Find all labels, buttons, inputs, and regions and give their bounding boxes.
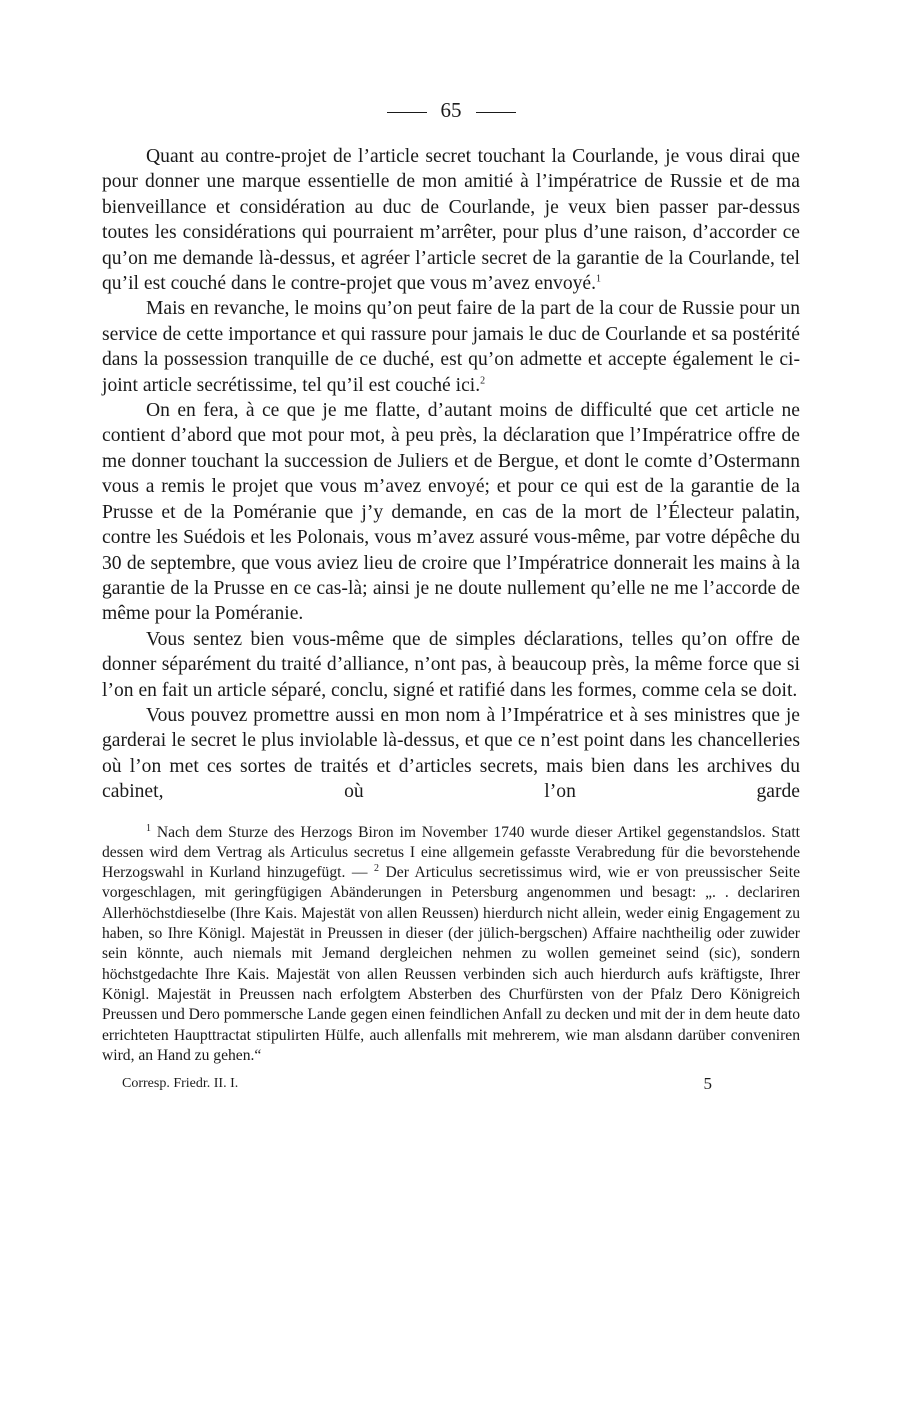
paragraph <box>102 703 800 805</box>
footnote <box>102 823 800 1067</box>
footnote-marker: 2 <box>480 375 486 387</box>
paragraph-text: Vous pouvez promettre aussi en mon nom à l’Impératrice et à ses ministres que je garderai le secret le plus inviolable là-dessus, et que ce n’est point dans les chancelleries où l’on met ces sortes de traités et d’articles secrets, mais bien dans les archives du cabinet, où l’on garde <box>102 704 800 803</box>
footnote-number: 2 <box>374 862 379 874</box>
body-text <box>102 144 800 805</box>
paragraph <box>102 296 800 398</box>
left-dash <box>387 112 427 113</box>
document-page <box>102 96 800 1094</box>
footnote-number: 1 <box>146 822 151 834</box>
footnote-text: Der Articulus secretissimus wird, wie er von preussischer Seite vorgeschlagen, mit geringfügigen Abänderungen in Petersburg angenommen und besagt: „. . declariren Allerhöchstdieselbe (Ihre Kais. Majestät von allen Reussen) hierdurch nicht allein, weder einig Engagement zu haben, so Ihre Königl. Majestät in Preussen in dieser (der jülich-bergschen) Affaire nachtheilig oder zuwider sein könnte, auch niemals mit Jemand dergleichen nehmen zu wollen gemeinet seind (sic), sondern höchstgedachte Ihre Kais. Majestät von allen Reussen verbinden sich auch hierdurch aufs kräftigste, Ihrer Königl. Majestät in Preussen nach erfolgtem Absterben des Churfürsten von der Pfalz Dero Königreich Preussen und Dero pommersche Lande gegen einen feindlichen Anfall zu decken und mit der in dem heute dato errichteten Haupttractat stipulirten Hülfe, auch allenfalls mit mehrerem, wie man alsdann darüber conveniren wird, an Hand zu gehen.“ <box>102 864 800 1064</box>
page-number-value: 65 <box>440 98 462 122</box>
paragraph <box>102 627 800 703</box>
source-reference: Corresp. Friedr. II. I. <box>122 1076 239 1092</box>
footnote-marker: 1 <box>596 273 602 285</box>
page-footer <box>102 1074 800 1094</box>
paragraph-text: Quant au contre-projet de l’article secret touchant la Courlande, je vous dirai que pour donner une marque essentielle de mon amitié à l’impératrice de Russie et de ma bienveillance et considération au duc de Courlande, je veux bien passer par-dessus toutes les considérations qui pourraient m’arrêter, pour plus d’une raison, d’accorder ce qu’on me demande là-dessus, et agréer l’article secret de la garantie de la Courlande, tel qu’il est couché dans le contre-projet que vous m’avez envoyé. <box>102 146 800 295</box>
footnotes <box>102 823 800 1067</box>
footnote-text: Nach dem Sturze des Herzogs Biron im November 1740 wurde dieser Artikel gegenstandslos. Statt dessen wird dem Vertrag als Articulus secretus I eine allgemein gefasste Verabredung für die bevorstehende Herzogswahl in Kurland hinzugefügt. — <box>102 823 800 882</box>
paragraph <box>102 144 800 296</box>
signature-mark: 5 <box>703 1074 712 1094</box>
paragraph-text: Vous sentez bien vous-même que de simples déclarations, telles qu’on offre de donner séparément du traité d’alliance, n’ont pas, à beaucoup près, la même force que si l’on en fait un article séparé, conclu, signé et ratifié dans les formes, comme cela se doit. <box>102 628 800 701</box>
right-dash <box>476 112 516 113</box>
paragraph-text: On en fera, à ce que je me flatte, d’autant moins de difficulté que cet article ne contient d’abord que mot pour mot, à peu près, la déclaration que l’Impératrice offre de me donner touchant la succession de Juliers et de Bergue, et dont le comte d’Ostermann vous a remis le projet que vous m’avez envoyé; et pour ce qui est de la garantie de la Prusse et de la Poméranie que j’y demande, en cas de la mort de l’Électeur palatin, contre les Suédois et les Polonais, vous m’avez assuré vous-même, par votre dépêche du 30 de septembre, que vous aviez lieu de croire que l’Impératrice donnerait les mains à la garantie de la Prusse en ce cas-là; ainsi je ne doute nullement qu’elle ne me l’accorde de même pour la Poméranie. <box>102 400 800 625</box>
paragraph-text: Mais en revanche, le moins qu’on peut faire de la part de la cour de Russie pour un service de cette importance et qui rassure pour jamais le duc de Courlande et sa postérité dans la possession tranquille de ce duché, est qu’on admette et accepte également le ci-joint article secrétissime, tel qu’il est couché ici. <box>102 298 800 396</box>
page-number <box>102 96 800 124</box>
paragraph <box>102 398 800 627</box>
